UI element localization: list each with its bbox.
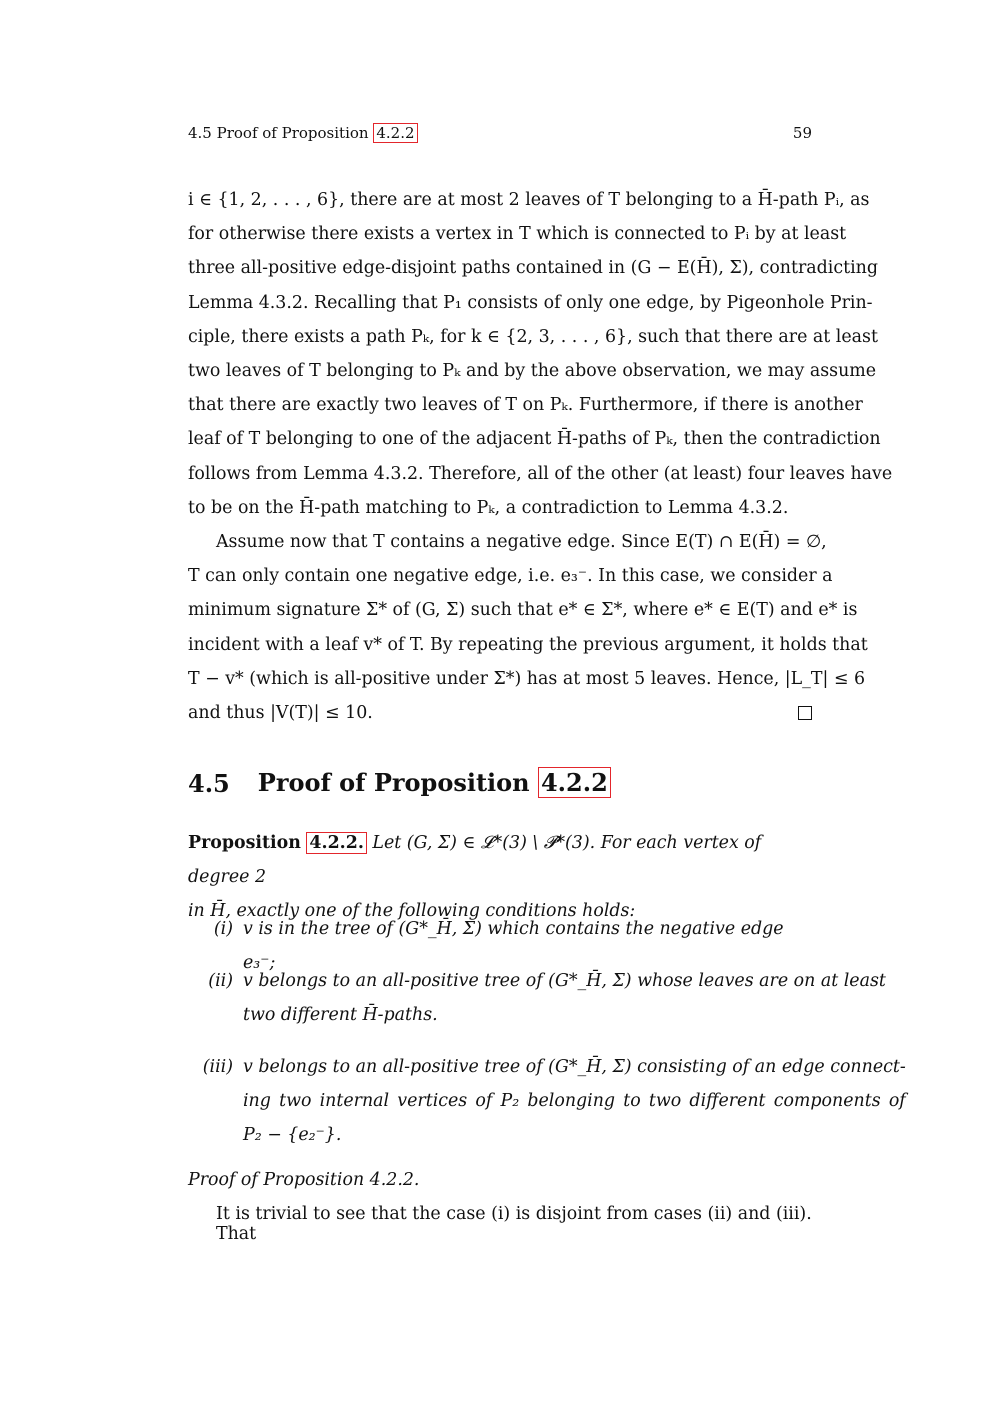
paragraph-1-line: follows from Lemma 4.3.2. Therefore, all of the other (at least) four leaves have (188, 463, 893, 484)
paragraph-2-line: minimum signature Σ* of (G, Σ) such that e* ∈ Σ*, where e* ∈ E(T) and e* is (188, 600, 858, 621)
section-title: Proof of Proposition 4.2.2 (258, 768, 611, 798)
paragraph-1-line: to be on the H̄-path matching to Pₖ, a contradiction to Lemma 4.3.2. (188, 497, 789, 518)
paragraph-1-line: ciple, there exists a path Pₖ, for k ∈ {2, 3, . . . , 6}, such that there are at least (188, 326, 878, 347)
paragraph-2-line: T − v* (which is all-positive under Σ*) has at most 5 leaves. Hence, |L_T| ≤ 6 (188, 668, 866, 689)
condition-number: (i) (213, 919, 233, 939)
paragraph-2-line: and thus |V(T)| ≤ 10. (188, 703, 373, 724)
paragraph-1-line: two leaves of T belonging to Pₖ and by the above observation, we may assume (188, 361, 877, 382)
condition-text: v belongs to an all-positive tree of (G*_H̄, Σ) consisting of an edge connect- ing two internal vertices of P₂ belonging to two different components of P₂ − {e₂⁻}. (243, 1057, 906, 1146)
condition-item (188, 1050, 906, 1153)
paragraph-1-line: that there are exactly two leaves of T on Pₖ. Furthermore, if there is another (188, 395, 863, 416)
paragraph-2 (188, 525, 868, 730)
paragraph-2-final-line (188, 696, 812, 730)
condition-number: (iii) (202, 1057, 233, 1077)
condition-text: v belongs to an all-positive tree of (G*_H̄, Σ) whose leaves are on at least two different H̄-paths. (243, 971, 886, 1026)
proof-first-line: It is trivial to see that the case (i) is disjoint from cases (ii) and (iii). That (216, 1204, 812, 1244)
qed-box-icon (798, 706, 812, 720)
paragraph-1-line: for otherwise there exists a vertex in T which is connected to Pᵢ by at least (188, 224, 847, 245)
paragraph-1 (188, 183, 893, 525)
paragraph-1-line: i ∈ {1, 2, . . . , 6}, there are at most 2 leaves of T belonging to a H̄-path Pᵢ, as (188, 190, 870, 210)
running-head (188, 124, 812, 143)
condition-item (188, 964, 886, 1032)
section-number: 4.5 (188, 768, 230, 798)
condition-number: (ii) (208, 971, 233, 991)
running-head-title: 4.5 Proof of Proposition 4.2.2 (188, 124, 418, 143)
running-head-ref-link[interactable]: 4.2.2 (373, 123, 417, 143)
proposition-line-1: Let (G, Σ) ∈ 𝓛*(3) \ 𝓟*(3). For each vertex of degree 2 (188, 833, 762, 888)
section-ref-link[interactable]: 4.2.2 (538, 767, 611, 798)
paragraph-1-line: leaf of T belonging to one of the adjacent H̄-paths of Pₖ, then the contradiction (188, 429, 881, 450)
paragraph-1-line: Lemma 4.3.2. Recalling that P₁ consists of only one edge, by Pigeonhole Prin- (188, 292, 873, 313)
proposition-line-2: in H̄, exactly one of the following conditions holds: (188, 901, 636, 922)
proposition-label: Proposition (188, 833, 301, 853)
proof-heading: Proof of Proposition 4.2.2. (188, 1170, 420, 1190)
paragraph-2-line: Assume now that T contains a negative edge. Since E(T) ∩ E(H̄) = ∅, (216, 532, 827, 552)
page-number: 59 (792, 124, 812, 143)
paragraph-2-line: incident with a leaf v* of T. By repeating the previous argument, it holds that (188, 634, 868, 655)
paragraph-2-line: T can only contain one negative edge, i.e. e₃⁻. In this case, we consider a (188, 566, 833, 587)
proposition-ref-link[interactable]: 4.2.2. (306, 832, 366, 854)
condition-text: v is in the tree of (G*_H̄, Σ) which contains the negative edge e₃⁻; (243, 919, 784, 974)
paragraph-1-line: three all-positive edge-disjoint paths contained in (G − E(H̄), Σ), contradicting (188, 258, 878, 279)
section-heading (188, 768, 611, 798)
